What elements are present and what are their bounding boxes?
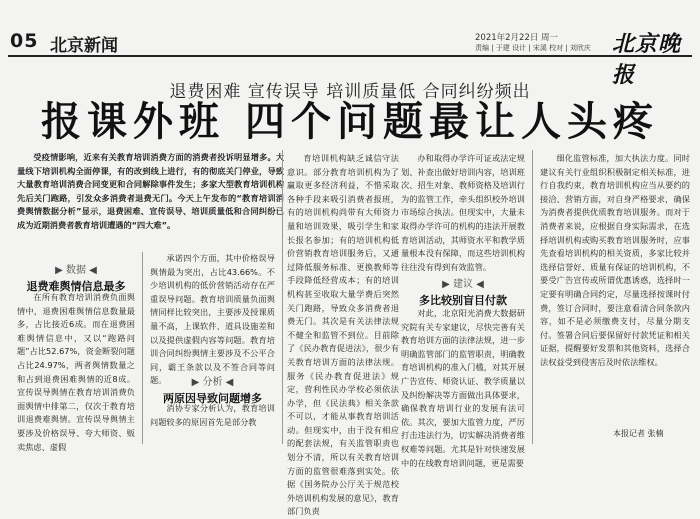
section-name: 北京新闻	[50, 36, 118, 56]
article-kicker: 退费困难 宣传误导 培训质量低 合同纠纷频出	[169, 82, 531, 102]
column-divider	[532, 150, 533, 444]
subhead-data	[17, 261, 135, 294]
subhead-tag: ▶ 数据 ◀	[55, 265, 97, 276]
lead-paragraph: 受疫情影响，近来有关教育培训消费方面的消费者投诉明显增多。大量线下培训机构全面停课，有的改到线上进行，有的彻底关门停业，导致大量教育培训消费合同变更和合同解除事件发生；多家大型教育培训机构先后关门跑路，引发众多消费者退费无门。今天上午发布的“教育培训消费舆情数据分析”显示，退费困难、宣传误导、培训质量低和合同纠纷已成为近期消费者教育培训遭遇的“四大难”。	[17, 152, 284, 230]
subhead-tag: ▶ 建议 ◀	[442, 279, 484, 290]
dateline: 2021年2月22日 周一	[475, 33, 559, 43]
byline: 本报记者 张楠	[613, 429, 664, 438]
column-text: 办和取得办学许可证或法定规划、补查出做好培训内容，培训班次、招生对象、教师资格及培训行为的监管工作，牵头组织校外培训市场综合执法。但现实中，大量未取得办学许可的机构的违法开展教育培训活动，其师资水平和教学质量根本没有保障，而这些培训机构往往没有得到有效监管。	[401, 153, 525, 272]
staff-credits: 责编 | 于建 设计 | 宋溪 校对 | 刘欣庆	[475, 44, 591, 52]
column-4	[401, 152, 525, 274]
subhead-suggestion	[401, 275, 525, 308]
subhead-tag: ▶ 分析 ◀	[191, 377, 234, 388]
column-text: 育培训机构缺乏诚信守法意识。部分教育培训机构为了赢取更多经济利益，不惜采取各种手段来吸引消费者报班，有的培训机构尚带有大师资力量和培训效果，吸引学生和家长报名参加；有的培训机构低价营销教育培训服务后，又通过降低服务标准、更换教师等手段降低经营成本；有的培训机构甚至收取大量学费后突然关门跑路，导致众多消费者退费无门。其次是有关法律法规不健全和监管不到位。目前除了《民办教育促进法》，很少有关教育培训方面的法律法规。服务《民办教育促进法》规定，营利性民办学校必须依法办学，但《民法典》相关条款不可以，才能从事教育培训活动。但现实中，由于没有相应的配套法规，有关监管职责也划分不清，所以有关教育培训方面的监管很难落到实处。依据《国务院办公厅关于规范校外培训机构发展的意见》，教育部门负责	[287, 153, 399, 517]
column-divider	[142, 252, 143, 444]
newspaper-logo: 北京晚报	[612, 31, 682, 88]
column-5	[540, 152, 690, 370]
column-3	[287, 152, 399, 517]
column-divider	[282, 150, 283, 444]
page-number: 05	[10, 30, 39, 52]
column-2	[150, 252, 275, 388]
subhead-title: 退费难舆情信息最多	[26, 280, 126, 293]
article-lead	[17, 151, 284, 233]
subhead-title: 多比较别盲目付款	[419, 294, 507, 307]
column-4b	[401, 307, 525, 468]
column-text: 消协专家分析认为，教育培训问题较多的原因首先是部分教	[150, 403, 275, 427]
article-title: 报课外班 四个问题最让人头疼	[41, 99, 659, 145]
column-1	[17, 291, 135, 452]
subhead-title: 两原因导致问题增多	[163, 392, 262, 405]
column-text: 承诺四个方面，其中价格误导舆情最为突出，占比43.66%。不少培训机构的低价营销活动存在严重误导问题。教育培训质量负面舆情同样比较突出，主要涉及授课质量不高，上课软件、道具设施差和以及提供虚假内容等问题。教育培训合同纠纷舆情主要涉及不公平合同，霸王条款以及不签合同等问题。	[150, 253, 275, 386]
column-text: 在所有教育培训消费负面舆情中，退费困难舆情信息数量最多，占比接近6成。而在退费困难舆情信息中，又以“跑路问题”占比52.67%，资金断裂问题占比24.97%，两者舆情数量之和占到退费困难舆情的近8成。宣传误导舆情在教育培训消费负面舆情中排第二，仅次于教育培训退费难舆情。宣传误导舆情主要涉及价格误导、夸大师资、贩卖焦虑、虚假	[17, 292, 135, 452]
column-text: 细化监管标准，加大执法力度。同时建议有关行业组织积极制定相关标准，进行自我约束，教育培训机构应当从要约的接洽、营销方面，对自身严格要求，确保为消费者提供优质教育培训服务。而对于消费者来说，应根据自身实际需求，在选择培训机构或购买教育培训服务时，应事先查看培训机构的相关资质，多家比较并选择信誉好、质量有保证的培训机构，不要受广告宣传或所谓优惠诱惑，选择时一定要有明确合同约定，尽量选择按课时付费，签订合同时，要注意看清合同条款内容，如不是必须缴费支付，尽量分期支付。签署合同后要保留好付款凭证和相关证据，提醒要好发票和其他资料，选择合法权益受到侵害后及时依法维权。	[540, 153, 690, 367]
header-rule	[8, 55, 692, 57]
column-2b	[150, 402, 275, 429]
column-text: 对此，北京阳光消费大数据研究院有关专家建议，尽快完善有关教育培训方面的法律法规，进一步明确监管部门的监管职责，明确教育培训机构的准入门槛，对其开展广告宣传、师资认证、教学质量以及纠纷解决等方面做出具体要求，确保教育培训行业的发展有法可依。其次，要加大监管力度，严厉打击违法行为，切实解决消费者维权难等问题。尤其是针对快速发展中的在线教育培训问题，更是需要	[401, 308, 525, 468]
